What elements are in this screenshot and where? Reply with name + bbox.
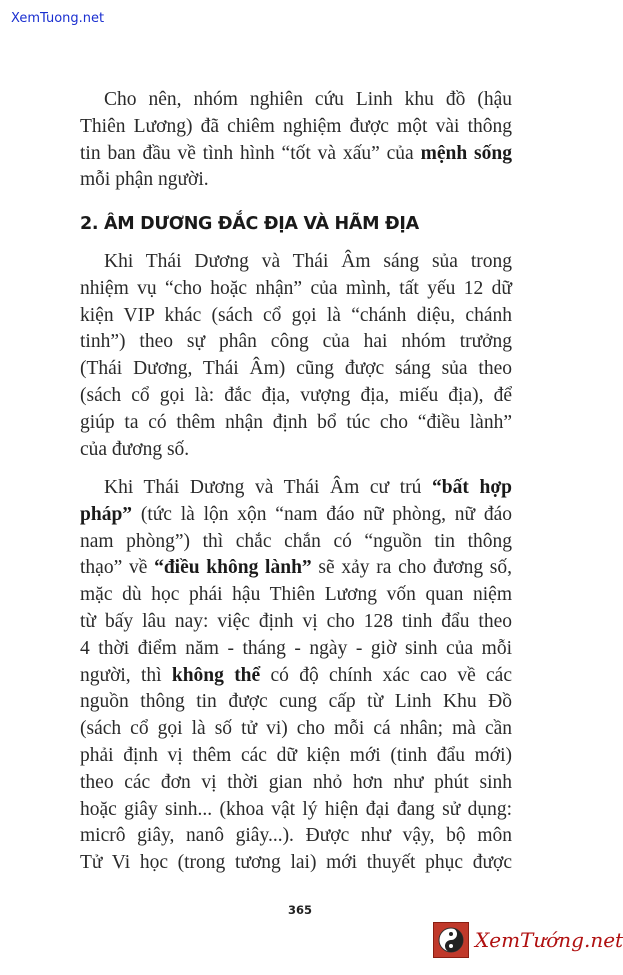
bold-text: không thể: [171, 664, 261, 686]
text-segment: kiện VIP khác (sách cổ gọi là “chánh diệu, chánh: [80, 304, 512, 326]
page-number: 365: [287, 903, 312, 917]
text-segment: Thiên Lương) đã chiêm nghiệm được một vài thông: [80, 115, 512, 137]
text-segment: tin ban đầu về tình hình “tốt và xấu” của: [80, 142, 421, 164]
paragraph: [80, 475, 512, 877]
text-line: [80, 609, 512, 636]
text-segment: nam phòng”) thì chắc chắn có “nguồn tin thông: [80, 530, 512, 552]
text-segment: có độ chính xác cao về các: [260, 664, 512, 686]
text-line: [80, 356, 512, 383]
text-line: [80, 167, 512, 194]
text-segment: 4 thời điểm năm - tháng - ngày - giờ sinh của mỗi: [80, 637, 512, 659]
text-line: [80, 770, 512, 797]
text-segment: theo các đơn vị thời gian nhỏ hơn như phút sinh: [80, 771, 512, 793]
text-line: [80, 383, 512, 410]
yin-yang-icon: [433, 922, 469, 958]
text-segment: nguồn thông tin được cung cấp từ Linh Khu Đồ: [80, 691, 512, 713]
text-line: [80, 141, 512, 168]
paragraph: [80, 87, 512, 194]
text-segment: (sách cổ gọi là số tử vi) cho mỗi cá nhân; mà cần: [80, 718, 512, 740]
text-line: [80, 850, 512, 877]
text-line: [80, 716, 512, 743]
text-segment: từ bấy lâu nay: việc định vị cho 128 tinh đẩu theo: [80, 610, 512, 632]
text-segment: mặc dù học phái hậu Thiên Lương vốn quan niệm: [80, 584, 512, 606]
text-segment: thạo” về: [80, 557, 155, 579]
site-logo: [433, 922, 623, 958]
bold-text: pháp”: [80, 503, 133, 525]
text-segment: sẽ xảy ra cho đương số,: [311, 557, 513, 579]
text-line: [80, 329, 512, 356]
text-line: [80, 582, 512, 609]
text-segment: của đương số.: [80, 438, 190, 460]
text-segment: phải định vị thêm các dữ kiện mới (tinh đẩu mới): [80, 744, 512, 766]
text-segment: Khi Thái Dương và Thái Âm cư trú: [104, 477, 433, 498]
text-line: [80, 823, 512, 850]
text-segment: tinh”) theo sự phân công của hai nhóm trưởng: [80, 331, 512, 353]
text-line: [80, 114, 512, 141]
text-line: [80, 303, 512, 330]
bold-text: “điều không lành”: [154, 557, 312, 579]
text-segment: nhiệm vụ “cho hoặc nhận” của mình, tất yếu 12 dữ: [80, 277, 512, 299]
watermark-text: XemTuong.net: [11, 11, 105, 26]
paragraph: [80, 249, 512, 463]
text-segment: hoặc giây sinh... (khoa vật lý hiện đại đang sử dụng:: [80, 798, 512, 820]
text-line: [80, 743, 512, 770]
text-line: [80, 502, 512, 529]
text-line: [80, 410, 512, 437]
text-segment: Cho nên, nhóm nghiên cứu Linh khu đồ (hậu: [104, 89, 512, 110]
text-line: [80, 249, 512, 276]
text-segment: (tức là lộn xộn “nam đáo nữ phòng, nữ đáo: [132, 503, 512, 525]
text-line: [80, 663, 512, 690]
logo-text: XemTướng.net: [475, 928, 623, 952]
text-line: [80, 555, 512, 582]
text-line: [80, 276, 512, 303]
text-segment: micrô giây, nanô giây...). Được như vậy, bộ môn: [80, 825, 512, 847]
text-segment: Tử Vi học (trong tương lai) mới thuyết phục được: [80, 852, 512, 874]
text-line: [80, 437, 512, 464]
bold-text: “bất hợp: [432, 477, 512, 498]
text-segment: giúp ta có thêm nhận định bổ túc cho “điều lành”: [80, 411, 512, 433]
text-segment: (sách cổ gọi là: đắc địa, vượng địa, miếu địa), để: [80, 384, 512, 406]
bold-text: mệnh sống: [420, 142, 512, 164]
text-segment: mỗi phận người.: [80, 169, 209, 191]
text-segment: Khi Thái Dương và Thái Âm sáng sủa trong: [104, 251, 512, 272]
text-segment: người, thì: [80, 664, 172, 686]
text-line: [80, 475, 512, 502]
text-line: [80, 689, 512, 716]
text-line: [80, 87, 512, 114]
section-heading: 2. ÂM DƯƠNG ĐẮC ĐỊA VÀ HÃM ĐỊA: [80, 214, 419, 234]
text-line: [80, 636, 512, 663]
text-line: [80, 529, 512, 556]
text-line: [80, 797, 512, 824]
text-segment: (Thái Dương, Thái Âm) cũng được sáng sủa theo: [80, 358, 512, 380]
